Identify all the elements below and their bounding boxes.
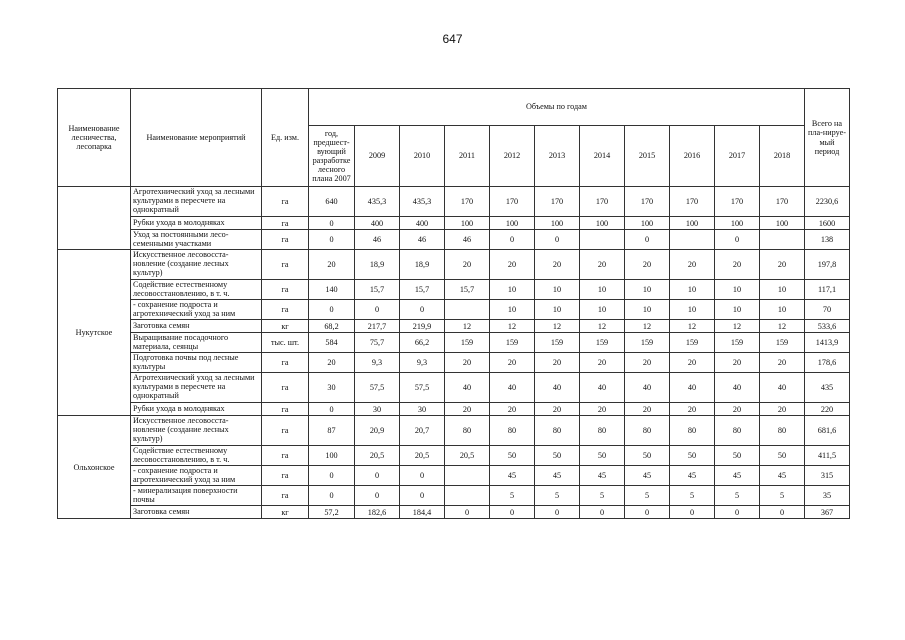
year-value: 80	[670, 416, 715, 446]
year-value: 0	[535, 506, 580, 519]
total-value: 178,6	[805, 353, 850, 373]
year-value	[760, 230, 805, 250]
table-row	[58, 416, 850, 446]
base-year-value: 0	[309, 403, 355, 416]
table-row	[58, 280, 850, 300]
year-value: 10	[760, 280, 805, 300]
year-value: 20,9	[355, 416, 400, 446]
year-value: 184,4	[400, 506, 445, 519]
year-value: 400	[355, 217, 400, 230]
unit-cell: га	[262, 230, 309, 250]
year-value: 10	[535, 300, 580, 320]
header-volumes: Объемы по годам	[309, 89, 805, 126]
year-value: 50	[535, 446, 580, 466]
activity-name: Искусственное лесовосста-новление (создание лесных культур)	[131, 250, 262, 280]
year-value: 170	[715, 187, 760, 217]
table-row	[58, 373, 850, 403]
year-value: 10	[760, 300, 805, 320]
base-year-value: 0	[309, 230, 355, 250]
unit-cell: га	[262, 187, 309, 217]
table-row	[58, 506, 850, 519]
year-value: 0	[715, 230, 760, 250]
header-base-year: год, предшест-вующий разработке лесного плана 2007	[309, 126, 355, 187]
year-value: 5	[490, 486, 535, 506]
year-value: 45	[760, 466, 805, 486]
year-value: 159	[580, 333, 625, 353]
year-value: 20	[625, 353, 670, 373]
year-value: 10	[535, 280, 580, 300]
year-value: 15,7	[445, 280, 490, 300]
year-value: 10	[580, 300, 625, 320]
year-value: 20	[760, 250, 805, 280]
total-value: 197,8	[805, 250, 850, 280]
year-value: 159	[760, 333, 805, 353]
year-value: 45	[535, 466, 580, 486]
year-value	[580, 230, 625, 250]
header-year: 2017	[715, 126, 760, 187]
year-value: 0	[670, 506, 715, 519]
year-value: 57,5	[400, 373, 445, 403]
year-value: 20	[715, 353, 760, 373]
year-value: 18,9	[400, 250, 445, 280]
year-value: 12	[670, 320, 715, 333]
total-value: 411,5	[805, 446, 850, 466]
year-value: 100	[670, 217, 715, 230]
year-value: 80	[715, 416, 760, 446]
year-value: 0	[490, 230, 535, 250]
year-value: 15,7	[355, 280, 400, 300]
year-value: 170	[625, 187, 670, 217]
table-row	[58, 187, 850, 217]
year-value: 5	[760, 486, 805, 506]
year-value: 20	[535, 250, 580, 280]
header-year: 2014	[580, 126, 625, 187]
table-row	[58, 353, 850, 373]
table-row	[58, 250, 850, 280]
year-value: 80	[445, 416, 490, 446]
header-year: 2009	[355, 126, 400, 187]
year-value: 30	[400, 403, 445, 416]
header-activity: Наименование мероприятий	[131, 89, 262, 187]
year-value: 100	[625, 217, 670, 230]
year-value: 80	[625, 416, 670, 446]
unit-cell: га	[262, 217, 309, 230]
year-value: 5	[670, 486, 715, 506]
year-value: 20,5	[400, 446, 445, 466]
total-value: 435	[805, 373, 850, 403]
year-value: 20,7	[400, 416, 445, 446]
year-value: 20	[490, 353, 535, 373]
year-value: 5	[580, 486, 625, 506]
unit-cell: га	[262, 250, 309, 280]
year-value: 435,3	[355, 187, 400, 217]
year-value: 100	[445, 217, 490, 230]
year-value: 170	[445, 187, 490, 217]
page-number: 647	[442, 32, 463, 46]
unit-cell: га	[262, 373, 309, 403]
base-year-value: 30	[309, 373, 355, 403]
activity-name: Рубки ухода в молодняках	[131, 217, 262, 230]
unit-cell: га	[262, 446, 309, 466]
year-value: 20	[490, 250, 535, 280]
total-value: 117,1	[805, 280, 850, 300]
year-value: 0	[355, 466, 400, 486]
year-value	[445, 486, 490, 506]
year-value: 45	[625, 466, 670, 486]
year-value: 40	[625, 373, 670, 403]
base-year-value: 57,2	[309, 506, 355, 519]
year-value: 0	[355, 486, 400, 506]
year-value: 20	[580, 250, 625, 280]
header-year: 2016	[670, 126, 715, 187]
activity-name: Заготовка семян	[131, 320, 262, 333]
year-value: 30	[355, 403, 400, 416]
header-total: Всего на пла-нируе-мый период	[805, 89, 850, 187]
header-year: 2013	[535, 126, 580, 187]
year-value: 50	[715, 446, 760, 466]
year-value: 10	[715, 300, 760, 320]
year-value: 0	[715, 506, 760, 519]
year-value: 219,9	[400, 320, 445, 333]
unit-cell: га	[262, 466, 309, 486]
plan-table	[57, 88, 850, 519]
year-value: 0	[400, 486, 445, 506]
header-year: 2012	[490, 126, 535, 187]
year-value: 12	[445, 320, 490, 333]
year-value: 50	[625, 446, 670, 466]
year-value: 75,7	[355, 333, 400, 353]
table-row	[58, 217, 850, 230]
activity-name: - сохранение подроста и агротехнический уход за ним	[131, 466, 262, 486]
year-value: 0	[490, 506, 535, 519]
year-value: 435,3	[400, 187, 445, 217]
year-value: 18,9	[355, 250, 400, 280]
year-value: 10	[670, 300, 715, 320]
base-year-value: 87	[309, 416, 355, 446]
table-row	[58, 403, 850, 416]
year-value: 0	[355, 300, 400, 320]
activity-name: Уход за постоянными лесо-семенными участками	[131, 230, 262, 250]
year-value: 20	[760, 353, 805, 373]
year-value: 20	[715, 250, 760, 280]
unit-cell: га	[262, 353, 309, 373]
forestry-name: Нукутское	[58, 250, 131, 416]
year-value	[445, 466, 490, 486]
activity-name: Подготовка почвы под лесные культуры	[131, 353, 262, 373]
year-value: 46	[445, 230, 490, 250]
total-value: 681,6	[805, 416, 850, 446]
year-value: 100	[535, 217, 580, 230]
year-value: 20	[670, 353, 715, 373]
activity-name: - сохранение подроста и агротехнический уход за ним	[131, 300, 262, 320]
year-value: 12	[625, 320, 670, 333]
year-value: 40	[445, 373, 490, 403]
year-value: 0	[625, 230, 670, 250]
activity-name: Агротехнический уход за лесными культурами в пересчете на однократный	[131, 373, 262, 403]
forestry-name	[58, 187, 131, 250]
table-row	[58, 333, 850, 353]
header-row-1	[58, 89, 850, 126]
year-value: 50	[670, 446, 715, 466]
year-value: 170	[760, 187, 805, 217]
year-value: 0	[580, 506, 625, 519]
year-value: 80	[490, 416, 535, 446]
year-value: 57,5	[355, 373, 400, 403]
year-value: 20	[580, 353, 625, 373]
year-value: 100	[490, 217, 535, 230]
unit-cell: га	[262, 280, 309, 300]
year-value: 10	[490, 300, 535, 320]
year-value: 40	[490, 373, 535, 403]
year-value: 5	[625, 486, 670, 506]
base-year-value: 20	[309, 353, 355, 373]
total-value: 315	[805, 466, 850, 486]
year-value: 20	[445, 353, 490, 373]
year-value: 50	[490, 446, 535, 466]
year-value: 10	[580, 280, 625, 300]
activity-name: Рубки ухода в молодняках	[131, 403, 262, 416]
total-value: 220	[805, 403, 850, 416]
year-value: 170	[580, 187, 625, 217]
activity-name: - минерализация поверхности почвы	[131, 486, 262, 506]
header-year: 2011	[445, 126, 490, 187]
year-value: 10	[670, 280, 715, 300]
year-value: 170	[535, 187, 580, 217]
year-value: 0	[535, 230, 580, 250]
year-value: 400	[400, 217, 445, 230]
year-value: 15,7	[400, 280, 445, 300]
year-value: 159	[445, 333, 490, 353]
year-value: 45	[715, 466, 760, 486]
base-year-value: 0	[309, 217, 355, 230]
table-row	[58, 446, 850, 466]
activity-name: Агротехнический уход за лесными культурами в пересчете на однократный	[131, 187, 262, 217]
base-year-value: 0	[309, 466, 355, 486]
plan-body	[58, 187, 850, 519]
year-value: 46	[400, 230, 445, 250]
header-forestry: Наименование лесничества, лесопарка	[58, 89, 131, 187]
total-value: 138	[805, 230, 850, 250]
year-value: 20,5	[355, 446, 400, 466]
year-value: 159	[670, 333, 715, 353]
activity-name: Содействие естественному лесовосстановлению, в т. ч.	[131, 446, 262, 466]
year-value: 10	[625, 300, 670, 320]
header-year: 2015	[625, 126, 670, 187]
total-value: 367	[805, 506, 850, 519]
year-value: 20,5	[445, 446, 490, 466]
total-value: 2230,6	[805, 187, 850, 217]
unit-cell: кг	[262, 506, 309, 519]
unit-cell: кг	[262, 320, 309, 333]
year-value: 50	[760, 446, 805, 466]
year-value: 20	[625, 403, 670, 416]
year-value: 10	[625, 280, 670, 300]
year-value: 20	[535, 403, 580, 416]
year-value: 80	[580, 416, 625, 446]
table-row	[58, 300, 850, 320]
year-value: 20	[490, 403, 535, 416]
year-value: 20	[625, 250, 670, 280]
year-value: 0	[400, 300, 445, 320]
year-value: 40	[670, 373, 715, 403]
year-value: 182,6	[355, 506, 400, 519]
forestry-name: Ольхонское	[58, 416, 131, 519]
year-value: 12	[490, 320, 535, 333]
activity-name: Искусственное лесовосста-новление (создание лесных культур)	[131, 416, 262, 446]
year-value	[445, 300, 490, 320]
year-value: 80	[760, 416, 805, 446]
total-value: 533,6	[805, 320, 850, 333]
year-value: 12	[715, 320, 760, 333]
header-unit: Ед. изм.	[262, 89, 309, 187]
table-row	[58, 486, 850, 506]
year-value: 12	[535, 320, 580, 333]
year-value: 159	[490, 333, 535, 353]
total-value: 1413,9	[805, 333, 850, 353]
base-year-value: 0	[309, 300, 355, 320]
year-value: 10	[715, 280, 760, 300]
header-year: 2018	[760, 126, 805, 187]
year-value: 80	[535, 416, 580, 446]
total-value: 1600	[805, 217, 850, 230]
unit-cell: га	[262, 300, 309, 320]
year-value: 66,2	[400, 333, 445, 353]
unit-cell: га	[262, 403, 309, 416]
year-value: 12	[760, 320, 805, 333]
year-value: 40	[535, 373, 580, 403]
year-value: 20	[670, 250, 715, 280]
base-year-value: 68,2	[309, 320, 355, 333]
year-value: 100	[760, 217, 805, 230]
year-value: 12	[580, 320, 625, 333]
year-value: 20	[580, 403, 625, 416]
year-value: 9,3	[355, 353, 400, 373]
header-year: 2010	[400, 126, 445, 187]
year-value: 50	[580, 446, 625, 466]
year-value: 20	[445, 403, 490, 416]
year-value: 159	[715, 333, 760, 353]
year-value: 20	[715, 403, 760, 416]
year-value: 100	[580, 217, 625, 230]
year-value: 45	[580, 466, 625, 486]
year-value: 170	[490, 187, 535, 217]
year-value: 0	[445, 506, 490, 519]
table-row	[58, 320, 850, 333]
year-value: 20	[535, 353, 580, 373]
year-value: 20	[760, 403, 805, 416]
activity-name: Содействие естественному лесовосстановлению, в т. ч.	[131, 280, 262, 300]
total-value: 35	[805, 486, 850, 506]
year-value: 0	[625, 506, 670, 519]
year-value: 0	[400, 466, 445, 486]
year-value: 159	[625, 333, 670, 353]
year-value: 20	[670, 403, 715, 416]
year-value: 0	[760, 506, 805, 519]
unit-cell: га	[262, 416, 309, 446]
activity-name: Выращивание посадочного материала, сеянцы	[131, 333, 262, 353]
base-year-value: 100	[309, 446, 355, 466]
year-value: 46	[355, 230, 400, 250]
table-row	[58, 466, 850, 486]
year-value: 45	[490, 466, 535, 486]
year-value: 40	[580, 373, 625, 403]
year-value: 10	[490, 280, 535, 300]
year-value	[670, 230, 715, 250]
base-year-value: 0	[309, 486, 355, 506]
base-year-value: 640	[309, 187, 355, 217]
table-row	[58, 230, 850, 250]
year-value: 170	[670, 187, 715, 217]
year-value: 5	[715, 486, 760, 506]
unit-cell: га	[262, 486, 309, 506]
base-year-value: 20	[309, 250, 355, 280]
base-year-value: 140	[309, 280, 355, 300]
year-value: 45	[670, 466, 715, 486]
year-value: 40	[760, 373, 805, 403]
year-value: 9,3	[400, 353, 445, 373]
base-year-value: 584	[309, 333, 355, 353]
total-value: 70	[805, 300, 850, 320]
year-value: 5	[535, 486, 580, 506]
unit-cell: тыс. шт.	[262, 333, 309, 353]
activity-name: Заготовка семян	[131, 506, 262, 519]
year-value: 100	[715, 217, 760, 230]
year-value: 40	[715, 373, 760, 403]
year-value: 217,7	[355, 320, 400, 333]
year-value: 159	[535, 333, 580, 353]
year-value: 20	[445, 250, 490, 280]
